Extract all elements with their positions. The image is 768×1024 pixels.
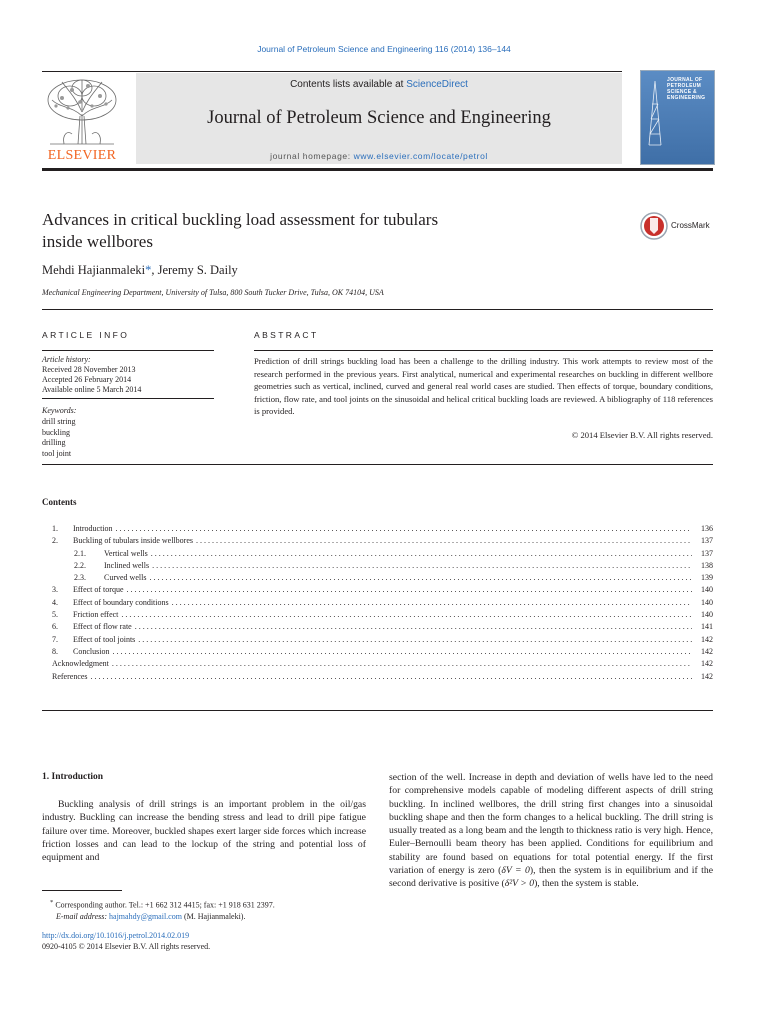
toc-page-number: 138 xyxy=(701,560,713,570)
corresponding-author-note: * Corresponding author. Tel.: +1 662 312 4415; fax: +1 918 631 2397. xyxy=(50,899,275,910)
toc-entry[interactable] xyxy=(52,548,713,560)
toc-entry[interactable] xyxy=(52,535,713,547)
toc-page-number: 140 xyxy=(701,585,713,595)
toc-leader-dots xyxy=(121,609,692,621)
abstract-heading: ABSTRACT xyxy=(254,330,319,340)
body-paragraph-column-2 xyxy=(389,771,713,891)
toc-page-number: 141 xyxy=(701,622,713,632)
body-text: section of the well. Increase in depth and deviation of wells have led to the need for comprehensive models capable of modeling different aspects of drill string buckling. In inclined wellbores, the drill string first changes into a sinusoidal buckling shape and then the form changes to a helical buckling. The drill string is usually treated as a long beam and the length to thickness ratio is very high. Hence, Euler–Bernoulli beam theory has been applied. Conditions for equilibrium and stability are found based on equations for total potential energy. If the first variation of energy is zero ( xyxy=(389,772,713,877)
doi-link[interactable]: http://dx.doi.org/10.1016/j.petrol.2014.02.019 xyxy=(42,931,190,940)
toc-leader-dots xyxy=(151,548,692,560)
cover-title: JOURNAL OF PETROLEUM SCIENCE & ENGINEERING xyxy=(667,77,706,101)
homepage-link[interactable]: www.elsevier.com/locate/petrol xyxy=(353,151,488,161)
homepage-prefix: journal homepage: xyxy=(270,151,354,161)
email-owner: (M. Hajianmaleki). xyxy=(181,911,246,921)
article-history xyxy=(42,355,214,395)
toc-entry[interactable] xyxy=(52,523,713,535)
divider xyxy=(42,464,713,465)
elsevier-tree-icon xyxy=(42,76,122,148)
toc-title[interactable]: References xyxy=(52,671,88,681)
toc-entry[interactable] xyxy=(52,658,713,670)
toc-entry[interactable] xyxy=(52,609,713,621)
table-of-contents xyxy=(52,523,713,683)
oil-rig-icon xyxy=(645,79,665,149)
toc-leader-dots xyxy=(172,597,692,609)
keywords-heading: Keywords: xyxy=(42,406,77,415)
toc-number: 2.2. xyxy=(74,560,86,570)
toc-title[interactable]: Conclusion xyxy=(73,646,110,656)
footnote-rule xyxy=(42,890,122,891)
toc-title[interactable]: Curved wells xyxy=(104,573,147,583)
journal-citation[interactable]: Journal of Petroleum Science and Engineering 116 (2014) 136–144 xyxy=(257,44,511,54)
author-name: Jeremy S. Daily xyxy=(157,263,238,277)
body-text: ), then the system is in equilibrium and if the second derivative is positive ( xyxy=(389,865,713,890)
corresponding-author-mark[interactable]: * xyxy=(145,263,152,277)
toc-number: 6. xyxy=(52,622,58,632)
keyword: buckling xyxy=(42,427,70,437)
journal-homepage-line xyxy=(136,151,622,161)
toc-leader-dots xyxy=(91,671,692,683)
toc-leader-dots xyxy=(135,621,692,633)
toc-entry[interactable] xyxy=(52,671,713,683)
email-note xyxy=(50,911,370,922)
abstract-copyright: © 2014 Elsevier B.V. All rights reserved. xyxy=(571,430,713,440)
contents-heading: Contents xyxy=(42,497,77,507)
toc-number: 2. xyxy=(52,536,58,546)
toc-number: 4. xyxy=(52,597,58,607)
accepted-date: Accepted 26 February 2014 xyxy=(42,375,132,384)
toc-entry[interactable] xyxy=(52,646,713,658)
masthead-bottom-rule xyxy=(42,168,713,171)
toc-entry[interactable] xyxy=(52,572,713,584)
author-list xyxy=(42,263,238,278)
toc-number: 8. xyxy=(52,646,58,656)
toc-title[interactable]: Effect of boundary conditions xyxy=(73,597,169,607)
toc-page-number: 142 xyxy=(701,671,713,681)
toc-title[interactable]: Buckling of tubulars inside wellbores xyxy=(73,536,193,546)
toc-title[interactable]: Friction effect xyxy=(73,610,119,620)
toc-title[interactable]: Introduction xyxy=(73,524,113,533)
online-date: Available online 5 March 2014 xyxy=(42,385,142,394)
journal-cover-thumbnail[interactable] xyxy=(640,70,715,165)
toc-page-number: 136 xyxy=(701,524,713,533)
toc-title[interactable]: Effect of torque xyxy=(73,585,124,595)
toc-page-number: 139 xyxy=(701,573,713,583)
crossmark-icon xyxy=(640,212,668,240)
toc-title[interactable]: Vertical wells xyxy=(104,548,148,558)
article-title xyxy=(42,209,602,253)
author-separator: , xyxy=(151,263,158,277)
contents-available-line xyxy=(136,79,622,90)
toc-page-number: 140 xyxy=(701,597,713,607)
toc-number: 5. xyxy=(52,610,58,620)
sciencedirect-link[interactable]: ScienceDirect xyxy=(406,79,468,90)
math-second-variation: δ²V > 0 xyxy=(504,878,535,890)
toc-title[interactable]: Effect of flow rate xyxy=(73,622,132,632)
toc-number: 3. xyxy=(52,585,58,595)
toc-leader-dots xyxy=(138,634,692,646)
toc-leader-dots xyxy=(196,535,692,547)
article-title-line-1: Advances in critical buckling load assessment for tubulars xyxy=(42,210,439,229)
toc-title[interactable]: Effect of tool joints xyxy=(73,634,136,644)
keywords-block xyxy=(42,406,214,460)
keyword: drill string xyxy=(42,416,76,426)
toc-page-number: 142 xyxy=(701,659,713,669)
toc-page-number: 137 xyxy=(701,536,713,546)
toc-leader-dots xyxy=(112,658,692,670)
divider xyxy=(42,350,214,351)
toc-number: 2.1. xyxy=(74,548,86,558)
received-date: Received 28 November 2013 xyxy=(42,365,136,374)
masthead-top-rule xyxy=(42,71,622,72)
abstract-text: Prediction of drill strings buckling load has been a challenge to the drilling industry. This work attempts to review most of the research performed in the previous years. First analytical, numerical and experimental researches on buckling in different wellbore geometries such as vertical, inclined, curved and general real world cases are studied. Then effects of torque, boundary conditions, friction, flow rate, and tool joints on the sinusoidal and helical critical buckling loads are reviewed. A bibliography of 118 references is provided. xyxy=(254,356,713,417)
toc-leader-dots xyxy=(149,572,692,584)
body-paragraph: Buckling analysis of drill strings is an important problem in the oil/gas industry. Buckling can increase the bending stress and lead to drill pipe fatigue failure over time. Moreover, buckled shapes exert larger side forces which increase friction losses and can lead to the lockup of the string and potential loss of equipment and xyxy=(42,799,366,864)
journal-title: Journal of Petroleum Science and Engineering xyxy=(207,108,551,128)
math-first-variation: δV = 0 xyxy=(501,865,530,877)
toc-leader-dots xyxy=(127,584,693,596)
toc-entry[interactable] xyxy=(52,584,713,596)
email-label: E-mail address: xyxy=(56,911,110,921)
toc-title[interactable]: Inclined wells xyxy=(104,560,150,570)
issn-copyright: 0920-4105 © 2014 Elsevier B.V. All rights reserved. xyxy=(42,942,211,951)
footnote-mark: * xyxy=(50,899,54,906)
footnote xyxy=(50,897,370,922)
article-title-line-2: inside wellbores xyxy=(42,232,153,251)
toc-entry[interactable] xyxy=(52,634,713,646)
toc-page-number: 142 xyxy=(701,634,713,644)
toc-page-number: 140 xyxy=(701,610,713,620)
toc-number: 1. xyxy=(52,524,58,533)
article-info-heading: ARTICLE INFO xyxy=(42,330,130,340)
crossmark-label: CrossMark xyxy=(671,221,710,230)
crossmark-badge[interactable] xyxy=(640,212,720,240)
divider xyxy=(254,350,713,351)
toc-entry[interactable] xyxy=(52,597,713,609)
elsevier-wordmark: ELSEVIER xyxy=(47,148,117,163)
keyword: tool joint xyxy=(42,449,72,459)
keyword: drilling xyxy=(42,438,66,448)
toc-entry[interactable] xyxy=(52,621,713,633)
toc-number: 2.3. xyxy=(74,573,86,583)
contents-prefix: Contents lists available at xyxy=(290,79,407,90)
author-name: Mehdi Hajianmaleki xyxy=(42,263,146,277)
toc-title[interactable]: Acknowledgment xyxy=(52,659,109,669)
divider xyxy=(42,398,214,399)
toc-entry[interactable] xyxy=(52,560,713,572)
elsevier-logo xyxy=(42,76,122,164)
author-affiliation: Mechanical Engineering Department, University of Tulsa, 800 South Tucker Drive, Tulsa, OK 74104, USA xyxy=(42,288,384,297)
divider xyxy=(42,309,713,310)
toc-leader-dots xyxy=(152,560,692,572)
email-link[interactable]: hajmahdy@gmail.com xyxy=(109,911,182,921)
divider xyxy=(42,710,713,711)
history-heading: Article history: xyxy=(42,355,91,364)
section-heading-introduction: 1. Introduction xyxy=(42,772,104,782)
toc-leader-dots xyxy=(116,523,692,535)
toc-leader-dots xyxy=(112,646,692,658)
toc-number: 7. xyxy=(52,634,58,644)
body-text: ), then the system is stable. xyxy=(534,878,639,890)
toc-page-number: 142 xyxy=(701,646,713,656)
toc-page-number: 137 xyxy=(701,548,713,558)
